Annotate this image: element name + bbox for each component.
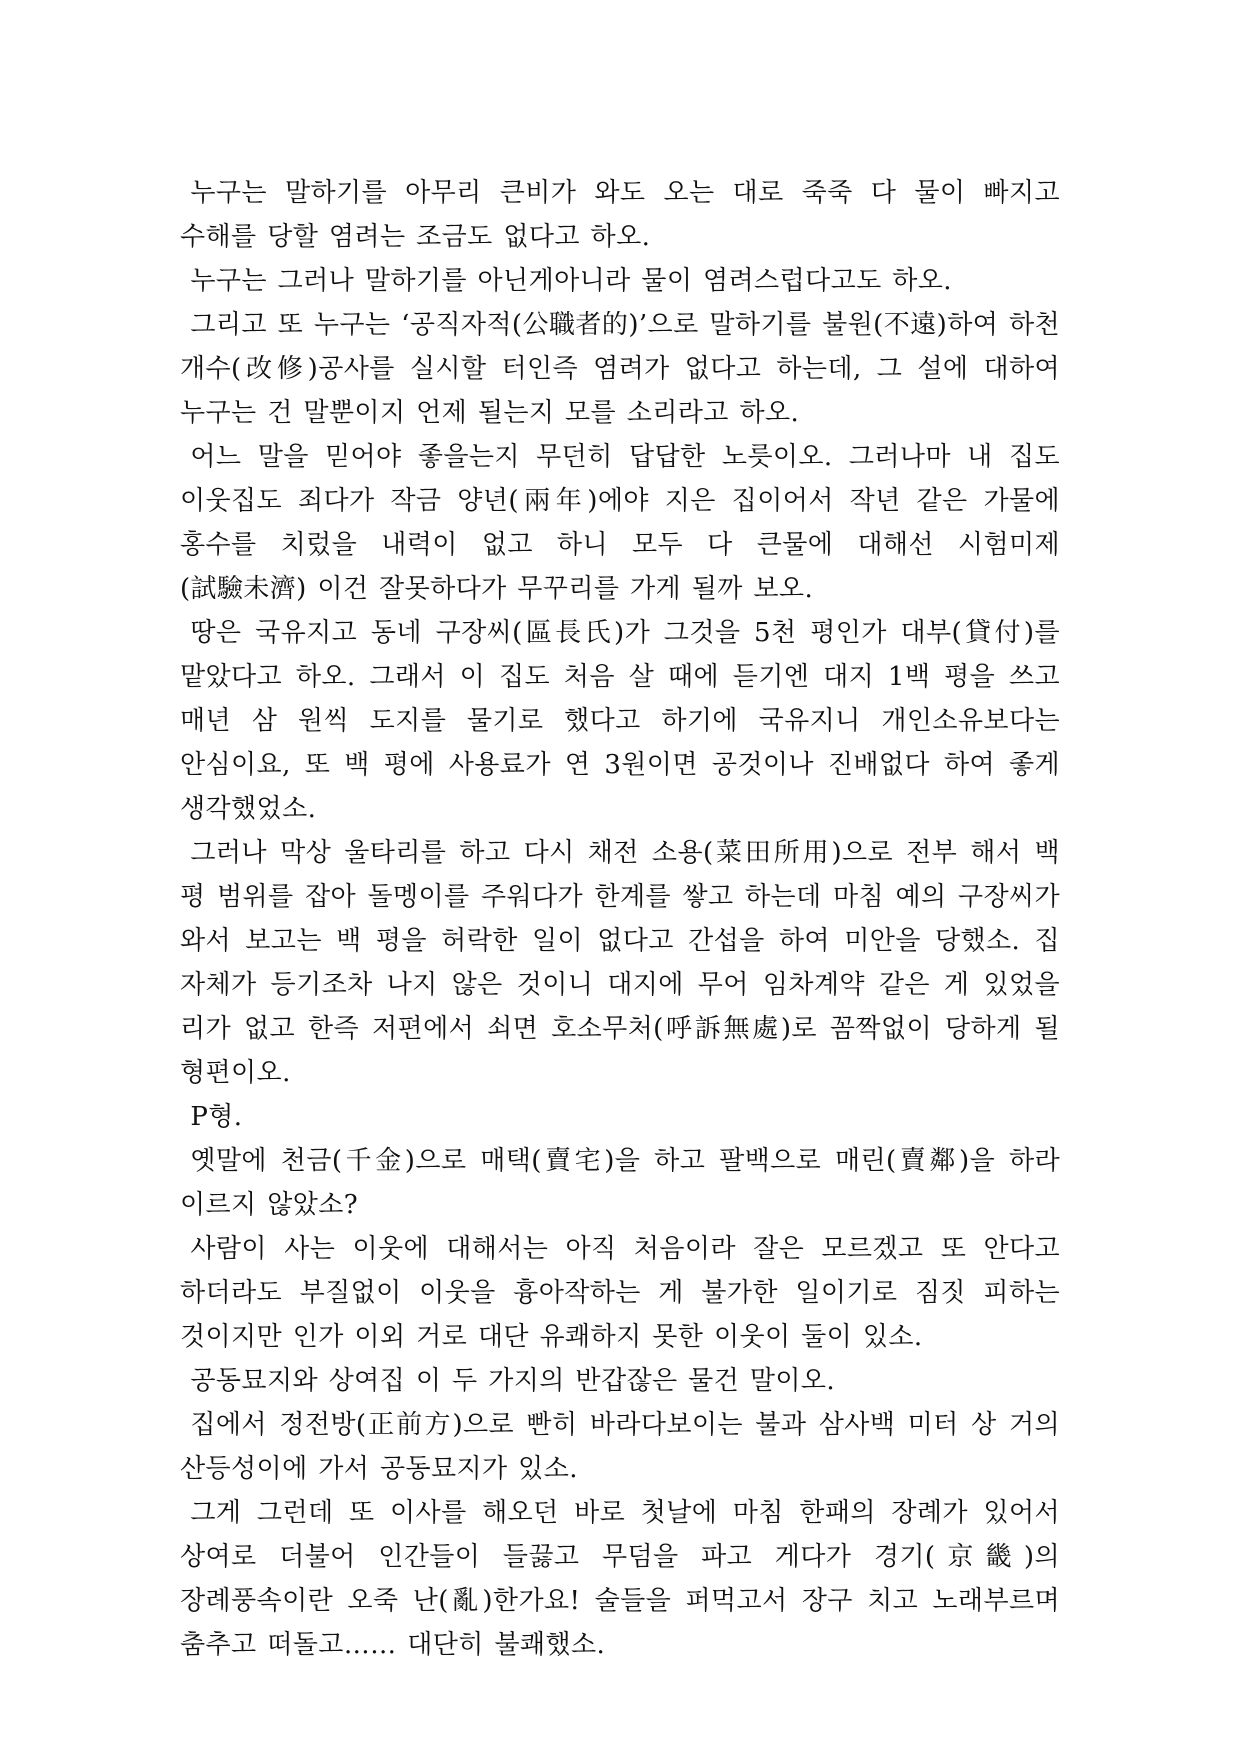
salutation: P형. <box>190 1102 243 1132</box>
paragraph: 사람이 사는 이웃에 대해서는 아직 처음이라 잘은 모르겠고 또 안다고 하더라도 부질없이 이웃을 흉아작하는 게 불가한 일이기로 짐짓 피하는 것이지만 인가 이외 거로 대단 유쾌하지 못한 이웃이 둘이 있소. <box>180 1234 1060 1352</box>
paragraph: 공동묘지와 상여집 이 두 가지의 반갑잖은 물건 말이오. <box>190 1366 836 1396</box>
paragraph: 누구는 그러나 말하기를 아닌게아니라 물이 염려스럽다고도 하오. <box>190 266 952 296</box>
paragraph: 집에서 정전방(正前方)으로 빤히 바라다보이는 불과 삼사백 미터 상 거의 산등성이에 가서 공동묘지가 있소. <box>180 1410 1060 1484</box>
paragraph: 그러나 막상 울타리를 하고 다시 채전 소용(菜田所用)으로 전부 해서 백 평 범위를 잡아 돌멩이를 주워다가 한계를 쌓고 하는데 마침 예의 구장씨가 와서 보고는 백 평을 허락한 일이 없다고 간섭을 하여 미안을 당했소. 집 자체가 등기조차 나지 않은 것이니 대지에 무어 임차계약 같은 게 있었을 리가 없고 한즉 저편에서 쇠면 호소무처(呼訴無處)로 꼼짝없이 당하게 될 형편이오. <box>180 838 1060 1088</box>
paragraph: 그리고 또 누구는 ‘공직자적(公職者的)’으로 말하기를 불원(不遠)하여 하천 개수(改修)공사를 실시할 터인즉 염려가 없다고 하는데, 그 설에 대하여 누구는 건 말뿐이지 언제 될는지 모를 소리라고 하오. <box>180 310 1060 428</box>
document-page <box>180 171 1060 1667</box>
paragraph: 땅은 국유지고 동네 구장씨(區長氏)가 그것을 5천 평인가 대부(貸付)를 맡았다고 하오. 그래서 이 집도 처음 살 때에 듣기엔 대지 1백 평을 쓰고 매년 삼 원씩 도지를 물기로 했다고 하기에 국유지니 개인소유보다는 안심이요, 또 백 평에 사용료가 연 3원이면 공것이나 진배없다 하여 좋게 생각했었소. <box>180 618 1060 824</box>
paragraph: 어느 말을 믿어야 좋을는지 무던히 답답한 노릇이오. 그러나마 내 집도 이웃집도 죄다가 작금 양년(兩年)에야 지은 집이어서 작년 같은 가물에 홍수를 치렀을 내력이 없고 하니 모두 다 큰물에 대해선 시험미제(試驗未濟) 이건 잘못하다가 무꾸리를 가게 될까 보오. <box>180 442 1060 604</box>
paragraph: 누구는 말하기를 아무리 큰비가 와도 오는 대로 죽죽 다 물이 빠지고 수해를 당할 염려는 조금도 없다고 하오. <box>180 178 1060 252</box>
paragraph: 그게 그런데 또 이사를 해오던 바로 첫날에 마침 한패의 장례가 있어서 상여로 더불어 인간들이 들끓고 무덤을 파고 게다가 경기(京畿)의 장례풍속이란 오죽 난(亂)한가요! 술들을 퍼먹고서 장구 치고 노래부르며 춤추고 떠돌고…… 대단히 불쾌했소. <box>180 1498 1060 1660</box>
paragraph: 옛말에 천금(千金)으로 매택(賣宅)을 하고 팔백으로 매린(賣鄰)을 하라 이르지 않았소? <box>180 1146 1060 1220</box>
